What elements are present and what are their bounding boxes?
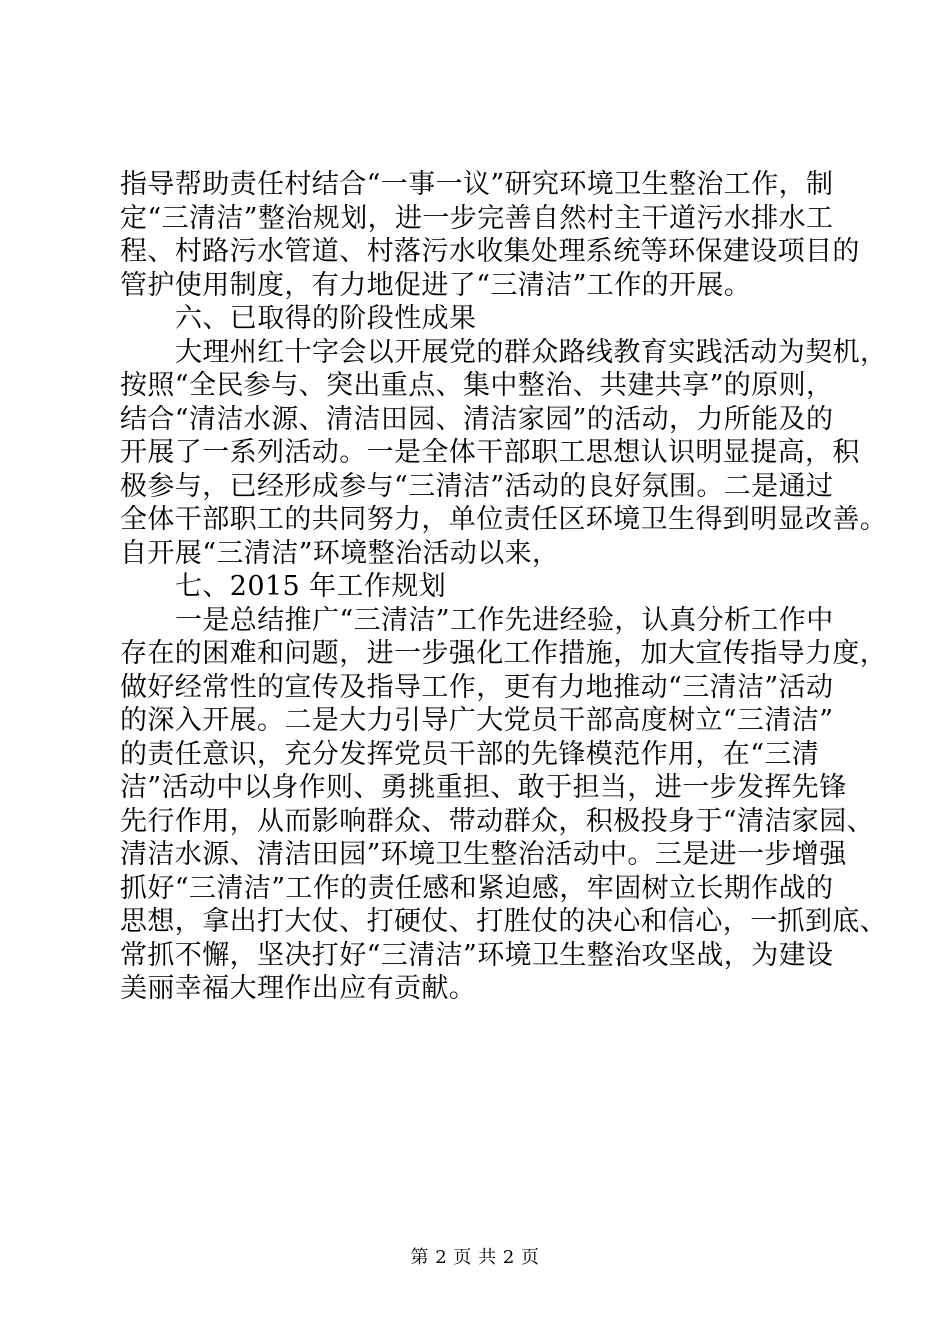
text-line: 极参与，已经形成参与“三清洁”活动的良好氛围。二是通过	[120, 470, 834, 502]
text-line: 开展了一系列活动。一是全体干部职工思想认识明显提高，积	[120, 437, 860, 468]
text-line: 洁”活动中以身作则、勇挑重担、敢于担当，进一步发挥先锋	[120, 772, 847, 803]
text-line: 美丽幸福大理作出应有贡献。	[120, 973, 477, 1004]
text-line: 全体干部职工的共同努力，单位责任区环境卫生得到明显改善。	[120, 504, 888, 535]
text-line: 的深入开展。二是大力引导广大党员干部高度树立“三清洁”	[120, 705, 834, 736]
text-line: 思想，拿出打大仗、打硬仗、打胜仗的决心和信心，一抓到底、	[120, 906, 888, 937]
text-line: 管护使用制度，有力地促进了“三清洁”工作的开展。	[120, 269, 752, 301]
text-line: 按照“全民参与、突出重点、集中整治、共建共享”的原则，	[120, 370, 834, 401]
text-line: 的责任意识，充分发挥党员干部的先锋模范作用，在“三清	[120, 738, 820, 770]
text-line: 做好经常性的宣传及指导工作，更有力地推动“三清洁”活动	[120, 671, 834, 703]
text-line: 程、村路污水管道、村落污水收集处理系统等环保建设项目的	[120, 236, 860, 267]
paragraph-1	[120, 168, 860, 302]
paragraph-3	[120, 604, 888, 1006]
page-number-footer: 第 2 页 共 2 页	[410, 1247, 540, 1268]
text-line: 存在的困难和问题，进一步强化工作措施，加大宣传指导力度，	[120, 638, 888, 669]
text-line: 自开展“三清洁”环境整治活动以来，	[120, 537, 560, 569]
paragraph-2	[120, 336, 888, 571]
text-line: 指导帮助责任村结合“一事一议”研究环境卫生整治工作，制	[120, 169, 834, 200]
text-line: 结合“清洁水源、清洁田园、清洁家园”的活动，力所能及的	[120, 403, 834, 435]
text-line: 常抓不懈，坚决打好“三清洁”环境卫生整治攻坚战，为建设	[120, 939, 834, 971]
text-line: 抓好“三清洁”工作的责任感和紧迫感，牢固树立长期作战的	[120, 872, 834, 904]
text-line: 一是总结推广“三清洁”工作先进经验，认真分析工作中	[175, 604, 834, 636]
text-line: 定“三清洁”整治规划，进一步完善自然村主干道污水排水工	[120, 202, 834, 234]
section-heading-6: 六、已取得的阶段性成果	[175, 303, 477, 334]
section-heading-7: 七、2015 年工作规划	[175, 571, 447, 602]
text-line: 先行作用，从而影响群众、带动群众，积极投身于“清洁家园、	[120, 805, 875, 837]
text-line: 清洁水源、清洁田园”环境卫生整治活动中。三是进一步增强	[120, 839, 847, 870]
text-line: 大理州红十字会以开展党的群众路线教育实践活动为契机，	[175, 336, 888, 368]
document-body	[120, 168, 888, 1006]
